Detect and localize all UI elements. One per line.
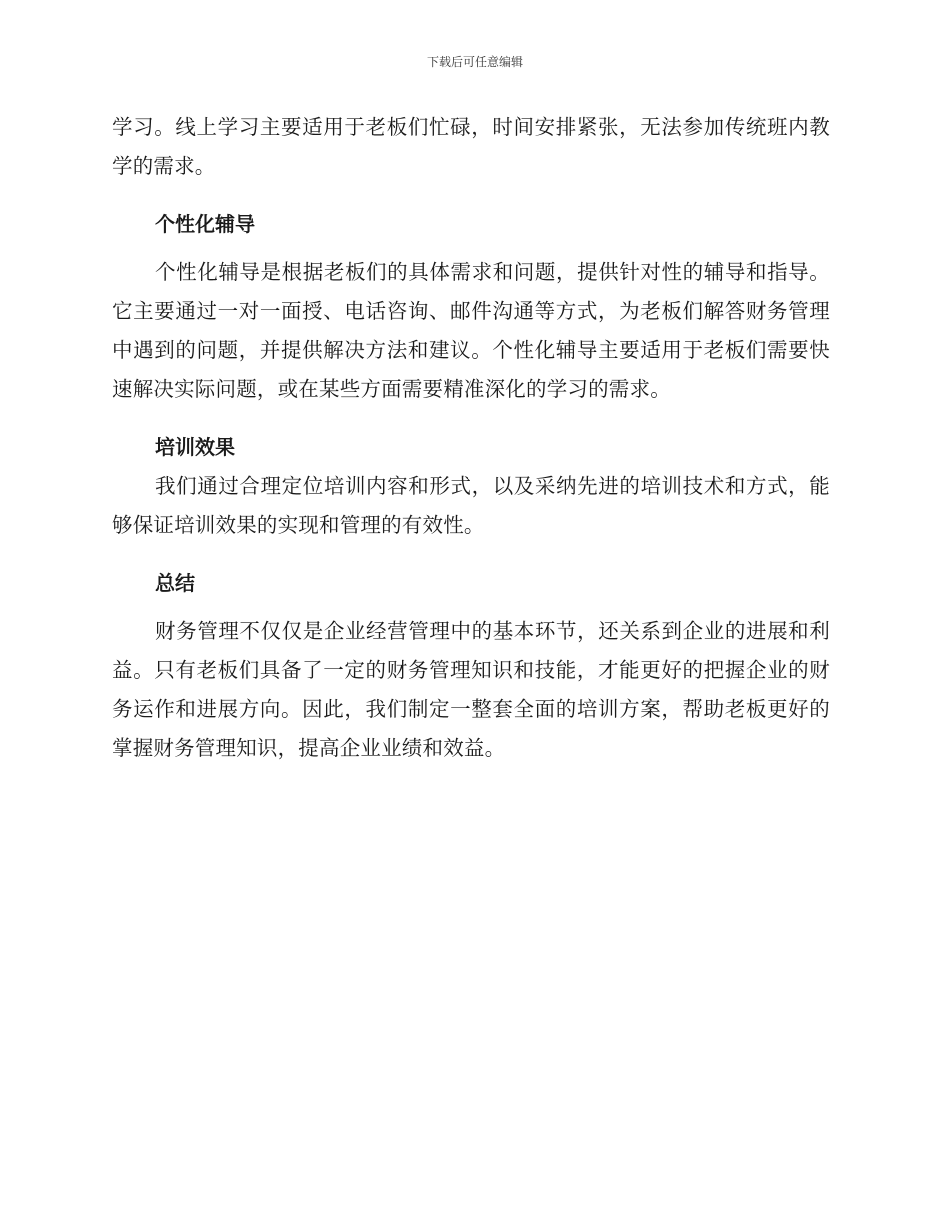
page-header: 下载后可任意编辑 [426,55,523,69]
document-body [112,108,830,768]
training-effect-paragraph: 我们通过合理定位培训内容和形式，以及采纳先进的培训技术和方式，能够保证培训效果的实现和管理的有效性。 [112,474,830,537]
summary-paragraph: 财务管理不仅仅是企业经营管理中的基本环节，还关系到企业的进展和利益。只有老板们具备了一定的财务管理知识和技能，才能更好的把握企业的财务运作和进展方向。因此，我们制定一整套全面的培训方案，帮助老板更好的掌握财务管理知识，提高企业业绩和效益。 [112,619,830,760]
personal-coaching-paragraph: 个性化辅导是根据老板们的具体需求和问题，提供针对性的辅导和指导。它主要通过一对一面授、电话咨询、邮件沟通等方式，为老板们解答财务管理中遇到的问题，并提供解决方法和建议。个性化辅导主要适用于老板们需要快速解决实际问题，或在某些方面需要精准深化的学习的需求。 [112,260,830,401]
personal-coaching-heading: 个性化辅导 [155,212,255,236]
intro-continuation-paragraph: 学习。线上学习主要适用于老板们忙碌，时间安排紧张，无法参加传统班内教学的需求。 [112,115,830,178]
summary-heading: 总结 [155,571,195,595]
training-effect-heading: 培训效果 [155,435,235,459]
